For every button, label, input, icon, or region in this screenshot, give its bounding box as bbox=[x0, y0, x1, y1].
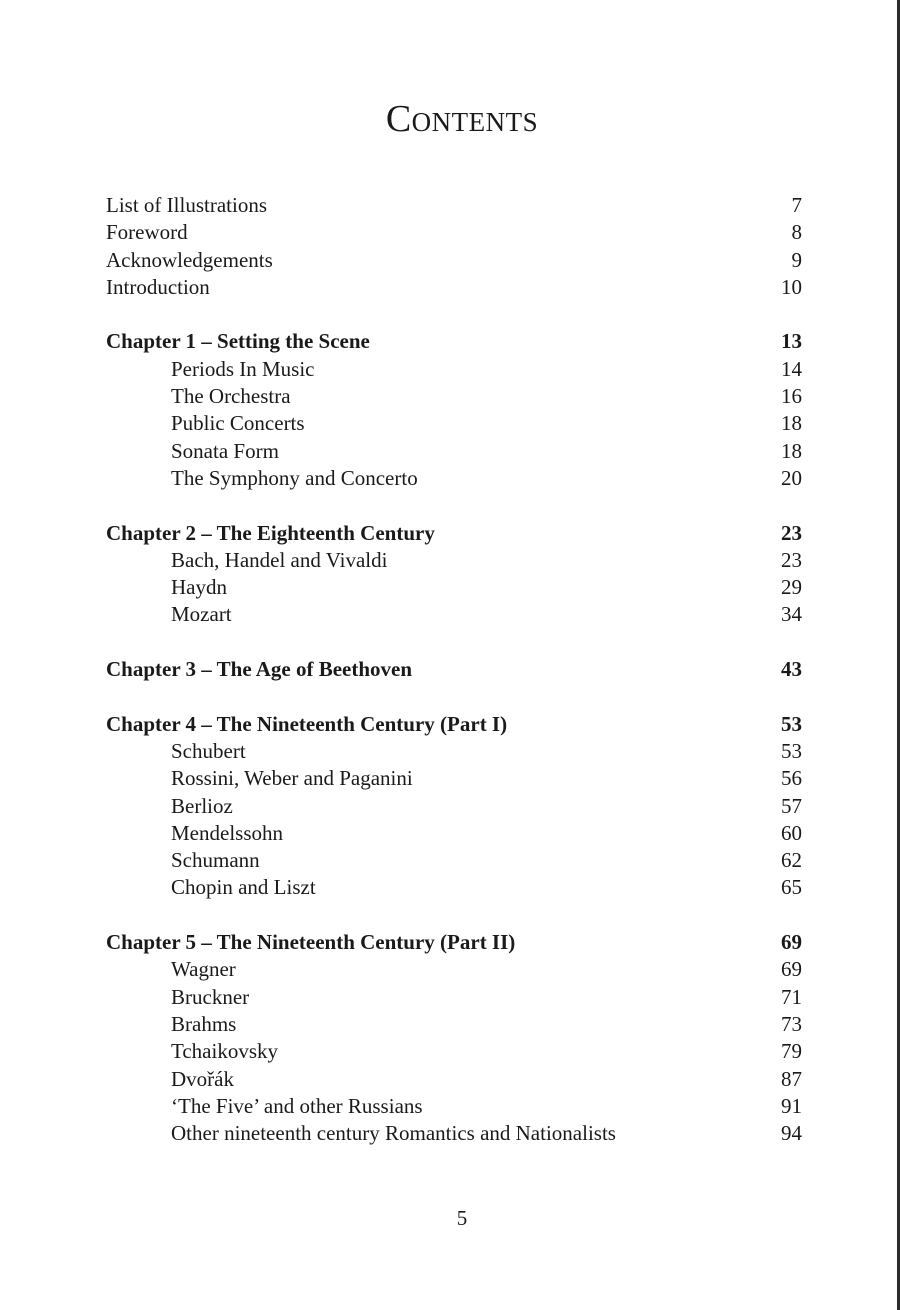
section-title: Bruckner bbox=[171, 984, 250, 1009]
section-title: Brahms bbox=[171, 1011, 237, 1036]
chapter-heading[interactable] bbox=[106, 328, 802, 355]
section-entry[interactable] bbox=[106, 547, 802, 574]
section-entry[interactable] bbox=[106, 984, 802, 1011]
section-entry[interactable] bbox=[106, 1093, 802, 1120]
section-title: Schubert bbox=[171, 738, 246, 763]
chapter-3-group bbox=[106, 656, 802, 683]
section-page: 23 bbox=[781, 547, 802, 572]
section-entry[interactable] bbox=[106, 356, 802, 383]
chapter-title: Chapter 3 – The Age of Beethoven bbox=[106, 657, 413, 682]
section-title: Dvořák bbox=[171, 1066, 234, 1091]
section-entry[interactable] bbox=[106, 956, 802, 983]
section-title: ‘The Five’ and other Russians bbox=[171, 1093, 423, 1118]
front-matter bbox=[106, 192, 802, 301]
chapter-1-group bbox=[106, 328, 802, 492]
section-title: Rossini, Weber and Paganini bbox=[171, 766, 413, 791]
chapter-4-group bbox=[106, 711, 802, 902]
section-page: 53 bbox=[781, 738, 802, 763]
page-number: 5 bbox=[456, 1206, 468, 1230]
section-entry[interactable] bbox=[106, 574, 802, 601]
toc-entry[interactable] bbox=[106, 219, 802, 246]
section-page: 57 bbox=[781, 793, 802, 818]
toc-entry[interactable] bbox=[106, 247, 802, 274]
chapter-page: 43 bbox=[781, 657, 802, 682]
section-page: 34 bbox=[781, 602, 802, 627]
chapter-page: 53 bbox=[781, 711, 802, 736]
section-entry[interactable] bbox=[106, 383, 802, 410]
section-title: Mendelssohn bbox=[171, 820, 283, 845]
section-page: 56 bbox=[781, 766, 802, 791]
toc-entry-title: Introduction bbox=[106, 274, 210, 299]
section-title: Schumann bbox=[171, 848, 260, 873]
section-page: 73 bbox=[781, 1011, 802, 1036]
section-page: 69 bbox=[781, 957, 802, 982]
section-entry[interactable] bbox=[106, 874, 802, 901]
section-title: Sonata Form bbox=[171, 438, 279, 463]
section-entry[interactable] bbox=[106, 1011, 802, 1038]
section-entry[interactable] bbox=[106, 438, 802, 465]
section-title: The Symphony and Concerto bbox=[171, 465, 418, 490]
section-page: 65 bbox=[781, 875, 802, 900]
chapter-heading[interactable] bbox=[106, 656, 802, 683]
section-page: 60 bbox=[781, 820, 802, 845]
toc-entry[interactable] bbox=[106, 274, 802, 301]
section-entry[interactable] bbox=[106, 410, 802, 437]
section-entry[interactable] bbox=[106, 1120, 802, 1147]
section-page: 20 bbox=[781, 465, 802, 490]
toc-entry-page: 7 bbox=[791, 193, 802, 217]
chapter-title: Chapter 1 – Setting the Scene bbox=[106, 329, 370, 354]
section-page: 18 bbox=[781, 438, 802, 463]
chapter-heading[interactable] bbox=[106, 929, 802, 956]
section-entry[interactable] bbox=[106, 820, 802, 847]
section-page: 87 bbox=[781, 1066, 802, 1091]
section-entry[interactable] bbox=[106, 465, 802, 492]
section-entry[interactable] bbox=[106, 601, 802, 628]
section-title: Haydn bbox=[171, 575, 227, 600]
table-of-contents bbox=[106, 192, 802, 1175]
section-entry[interactable] bbox=[106, 1038, 802, 1065]
section-entry[interactable] bbox=[106, 765, 802, 792]
section-page: 29 bbox=[781, 575, 802, 600]
section-page: 71 bbox=[781, 984, 802, 1009]
chapter-title: Chapter 5 – The Nineteenth Century (Part II) bbox=[106, 930, 516, 955]
section-page: 91 bbox=[781, 1093, 802, 1118]
toc-entry-title: List of Illustrations bbox=[106, 193, 267, 217]
section-page: 94 bbox=[781, 1121, 802, 1146]
toc-entry[interactable] bbox=[106, 192, 802, 219]
section-title: Bach, Handel and Vivaldi bbox=[171, 547, 388, 572]
section-entry[interactable] bbox=[106, 793, 802, 820]
toc-entry-page: 10 bbox=[781, 274, 802, 299]
section-title: Wagner bbox=[171, 957, 236, 982]
chapter-heading[interactable] bbox=[106, 711, 802, 738]
section-title: Berlioz bbox=[171, 793, 233, 818]
section-title: Public Concerts bbox=[171, 411, 305, 436]
section-title: Other nineteenth century Romantics and Nationalists bbox=[171, 1121, 616, 1146]
section-entry[interactable] bbox=[106, 738, 802, 765]
section-title: Tchaikovsky bbox=[171, 1039, 279, 1064]
section-title: Periods In Music bbox=[171, 356, 315, 381]
section-entry[interactable] bbox=[106, 1066, 802, 1093]
section-entry[interactable] bbox=[106, 847, 802, 874]
chapter-page: 23 bbox=[781, 520, 802, 545]
chapter-2-group bbox=[106, 520, 802, 629]
section-page: 14 bbox=[781, 356, 802, 381]
chapter-5-group bbox=[106, 929, 802, 1147]
toc-entry-title: Foreword bbox=[106, 220, 188, 245]
chapter-heading[interactable] bbox=[106, 520, 802, 547]
chapter-title: Chapter 4 – The Nineteenth Century (Part I) bbox=[106, 711, 508, 736]
section-page: 79 bbox=[781, 1039, 802, 1064]
section-title: Mozart bbox=[171, 602, 232, 627]
section-title: The Orchestra bbox=[171, 384, 291, 409]
section-page: 16 bbox=[781, 384, 802, 409]
toc-entry-page: 8 bbox=[791, 220, 802, 245]
toc-entry-title: Acknowledgements bbox=[106, 247, 273, 272]
chapter-page: 69 bbox=[781, 930, 802, 955]
chapter-page: 13 bbox=[781, 329, 802, 354]
page-title: Contents bbox=[385, 98, 539, 140]
section-page: 18 bbox=[781, 411, 802, 436]
toc-entry-page: 9 bbox=[791, 247, 802, 272]
section-page: 62 bbox=[781, 848, 802, 873]
section-title: Chopin and Liszt bbox=[171, 875, 316, 900]
chapter-title: Chapter 2 – The Eighteenth Century bbox=[106, 520, 435, 545]
